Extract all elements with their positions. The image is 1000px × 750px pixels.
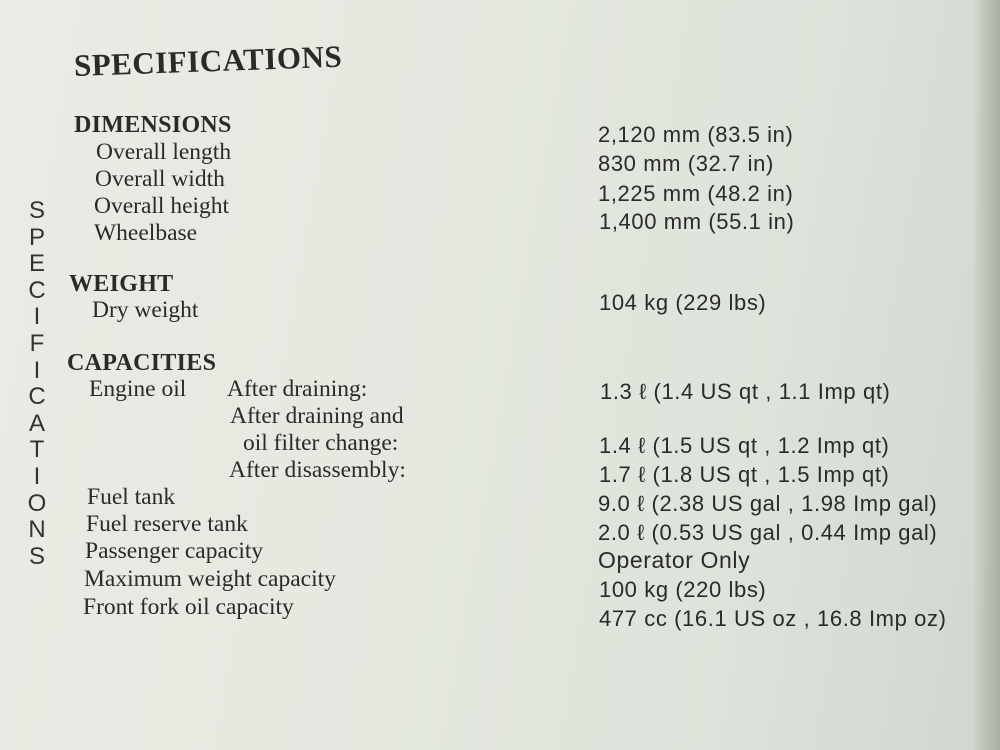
sidebar-letter: A xyxy=(28,409,45,437)
spec-sublabel: After draining: xyxy=(227,376,368,402)
page-edge-shadow xyxy=(972,0,1000,750)
spec-label: Maximum weight capacity xyxy=(84,566,336,592)
sidebar-letter: S xyxy=(28,197,45,224)
spec-value: 2.0 ℓ (0.53 US gal , 0.44 Imp gal) xyxy=(598,520,938,545)
spec-value: 1.7 ℓ (1.8 US qt , 1.5 Imp qt) xyxy=(599,462,890,487)
spec-label: Overall width xyxy=(95,166,225,192)
spec-label: Engine oil xyxy=(89,376,187,402)
spec-label: Fuel tank xyxy=(87,484,176,510)
spec-label: Dry weight xyxy=(92,297,199,323)
sidebar-letter: C xyxy=(28,383,46,411)
spec-sublabel: After draining and xyxy=(230,403,404,429)
spec-label: Overall length xyxy=(96,139,232,165)
spec-label: Fuel reserve tank xyxy=(86,511,248,537)
section-heading-dimensions: DIMENSIONS xyxy=(74,112,232,138)
section-heading-weight: WEIGHT xyxy=(69,271,174,297)
spec-sublabel: After disassembly: xyxy=(229,457,406,483)
spec-value: Operator Only xyxy=(598,547,751,573)
spec-value: 477 cc (16.1 US oz , 16.8 Imp oz) xyxy=(599,606,947,631)
spec-value: 1,225 mm (48.2 in) xyxy=(598,181,794,206)
sidebar-letter: O xyxy=(27,489,47,517)
spec-sublabel: oil filter change: xyxy=(243,430,399,456)
spec-label: Wheelbase xyxy=(94,220,198,246)
sidebar-letter: P xyxy=(28,223,45,251)
sidebar-letter: I xyxy=(33,356,41,384)
sidebar-letter: T xyxy=(29,436,45,464)
sidebar-letter: I xyxy=(33,462,41,490)
sidebar-letter: N xyxy=(28,516,46,544)
page-title: SPECIFICATIONS xyxy=(73,38,343,83)
spec-value: 830 mm (32.7 in) xyxy=(598,151,774,176)
sidebar-letter: F xyxy=(29,329,45,357)
spec-value: 1.3 ℓ (1.4 US qt , 1.1 Imp qt) xyxy=(600,379,891,404)
spec-label: Passenger capacity xyxy=(85,538,264,564)
spec-value: 100 kg (220 lbs) xyxy=(599,577,767,602)
sidebar-letter: C xyxy=(28,276,46,304)
spec-value: 1.4 ℓ (1.5 US qt , 1.2 Imp qt) xyxy=(599,433,890,458)
spec-value: 2,120 mm (83.5 in) xyxy=(598,122,794,147)
spec-value: 9.0 ℓ (2.38 US gal , 1.98 Imp gal) xyxy=(598,491,938,516)
section-heading-capacities: CAPACITIES xyxy=(67,350,217,376)
spec-value: 1,400 mm (55.1 in) xyxy=(599,209,795,234)
vertical-section-tab xyxy=(22,198,52,570)
spec-label: Overall height xyxy=(94,193,230,219)
sidebar-letter: I xyxy=(33,303,41,331)
sidebar-letter: S xyxy=(28,542,45,570)
sidebar-letter: E xyxy=(28,250,45,278)
spec-value: 104 kg (229 lbs) xyxy=(599,290,767,315)
spec-label: Front fork oil capacity xyxy=(83,594,294,620)
